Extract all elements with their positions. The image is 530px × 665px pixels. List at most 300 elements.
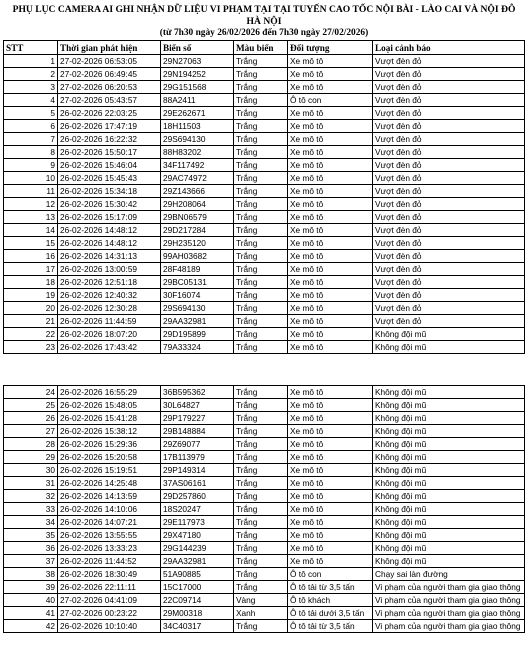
- cell-plate-color: Trắng: [234, 425, 288, 438]
- cell-stt: 39: [4, 581, 58, 594]
- cell-warning-type: Không đội mũ: [373, 542, 525, 555]
- table-row: [4, 250, 525, 263]
- cell-vehicle-type: Xe mô tô: [288, 185, 373, 198]
- cell-warning-type: Không đội mũ: [373, 503, 525, 516]
- cell-plate: 30L64827: [161, 399, 234, 412]
- cell-plate: 29X47180: [161, 529, 234, 542]
- cell-time: 26-02-2026 11:44:59: [58, 315, 161, 328]
- cell-warning-type: Không đội mũ: [373, 529, 525, 542]
- cell-plate-color: Trắng: [234, 542, 288, 555]
- cell-stt: 29: [4, 451, 58, 464]
- table-row: [4, 386, 525, 399]
- cell-time: 26-02-2026 15:29:36: [58, 438, 161, 451]
- cell-warning-type: Không đội mũ: [373, 477, 525, 490]
- table-row: [4, 341, 525, 354]
- cell-stt: 41: [4, 607, 58, 620]
- cell-vehicle-type: Xe mô tô: [288, 490, 373, 503]
- cell-stt: 34: [4, 516, 58, 529]
- table-row: [4, 185, 525, 198]
- cell-plate-color: Trắng: [234, 302, 288, 315]
- cell-plate: 30F16074: [161, 289, 234, 302]
- cell-stt: 23: [4, 341, 58, 354]
- cell-plate-color: Trắng: [234, 503, 288, 516]
- table-row: [4, 594, 525, 607]
- cell-warning-type: Vượt đèn đỏ: [373, 146, 525, 159]
- cell-plate: 79A33324: [161, 341, 234, 354]
- cell-time: 26-02-2026 16:22:32: [58, 133, 161, 146]
- document: [3, 4, 525, 633]
- cell-warning-type: Vượt đèn đỏ: [373, 94, 525, 107]
- cell-stt: 33: [4, 503, 58, 516]
- document-title-line2: HÀ NỘI: [246, 16, 282, 27]
- cell-vehicle-type: Xe mô tô: [288, 276, 373, 289]
- cell-vehicle-type: Ô tô khách: [288, 594, 373, 607]
- cell-stt: 38: [4, 568, 58, 581]
- table-row: [4, 328, 525, 341]
- cell-time: 26-02-2026 15:30:42: [58, 198, 161, 211]
- cell-vehicle-type: Xe mô tô: [288, 438, 373, 451]
- cell-plate-color: Trắng: [234, 224, 288, 237]
- cell-warning-type: Không đội mũ: [373, 386, 525, 399]
- header-plate: Biển số: [161, 41, 234, 55]
- table-header-row: [4, 41, 525, 55]
- violations-table-part1: [3, 40, 525, 354]
- cell-plate-color: Trắng: [234, 172, 288, 185]
- cell-warning-type: Vi phạm của người tham gia giao thông: [373, 607, 525, 620]
- cell-plate-color: Trắng: [234, 568, 288, 581]
- cell-plate: 88H83202: [161, 146, 234, 159]
- cell-vehicle-type: Xe mô tô: [288, 529, 373, 542]
- cell-plate-color: Trắng: [234, 490, 288, 503]
- cell-warning-type: Vượt đèn đỏ: [373, 276, 525, 289]
- cell-plate-color: Trắng: [234, 341, 288, 354]
- cell-time: 26-02-2026 14:48:12: [58, 237, 161, 250]
- cell-vehicle-type: Xe mô tô: [288, 341, 373, 354]
- table-row: [4, 490, 525, 503]
- cell-time: 26-02-2026 15:34:18: [58, 185, 161, 198]
- cell-plate: 29D195899: [161, 328, 234, 341]
- cell-time: 26-02-2026 13:55:55: [58, 529, 161, 542]
- cell-plate-color: Vàng: [234, 594, 288, 607]
- cell-plate-color: Trắng: [234, 581, 288, 594]
- cell-warning-type: Vượt đèn đỏ: [373, 237, 525, 250]
- cell-stt: 14: [4, 224, 58, 237]
- cell-warning-type: Vượt đèn đỏ: [373, 172, 525, 185]
- cell-vehicle-type: Xe mô tô: [288, 250, 373, 263]
- cell-plate: 29D257860: [161, 490, 234, 503]
- cell-warning-type: Không đội mũ: [373, 555, 525, 568]
- cell-time: 26-02-2026 22:11:11: [58, 581, 161, 594]
- cell-plate: 29N27063: [161, 55, 234, 68]
- table-row: [4, 516, 525, 529]
- cell-plate: 29AC74972: [161, 172, 234, 185]
- cell-plate: 99AH03682: [161, 250, 234, 263]
- cell-plate: 22C09714: [161, 594, 234, 607]
- cell-warning-type: Không đội mũ: [373, 438, 525, 451]
- cell-plate-color: Trắng: [234, 620, 288, 633]
- cell-plate-color: Trắng: [234, 133, 288, 146]
- table-row: [4, 276, 525, 289]
- cell-warning-type: Vượt đèn đỏ: [373, 250, 525, 263]
- cell-vehicle-type: Xe mô tô: [288, 412, 373, 425]
- table-row: [4, 172, 525, 185]
- cell-vehicle-type: Xe mô tô: [288, 68, 373, 81]
- table-row: [4, 211, 525, 224]
- cell-warning-type: Không đội mũ: [373, 328, 525, 341]
- cell-vehicle-type: Xe mô tô: [288, 399, 373, 412]
- cell-warning-type: Vượt đèn đỏ: [373, 302, 525, 315]
- cell-vehicle-type: Xe mô tô: [288, 146, 373, 159]
- cell-plate: 18H11503: [161, 120, 234, 133]
- cell-plate-color: Trắng: [234, 412, 288, 425]
- cell-warning-type: Vượt đèn đỏ: [373, 315, 525, 328]
- cell-plate: 15C17000: [161, 581, 234, 594]
- cell-vehicle-type: Ô tô con: [288, 94, 373, 107]
- cell-time: 26-02-2026 14:07:21: [58, 516, 161, 529]
- cell-warning-type: Chạy sai làn đường: [373, 568, 525, 581]
- cell-plate-color: Trắng: [234, 55, 288, 68]
- document-title-line1: PHỤ LỤC CAMERA AI GHI NHẬN DỮ LIỆU VI PHẠM TẠI TẠI TUYẾN CAO TỐC NỘI BÀI - LÀO CAI VÀ NỘI ĐÔ: [12, 4, 516, 15]
- cell-stt: 42: [4, 620, 58, 633]
- header-warning-type: Loại cảnh báo: [373, 41, 525, 55]
- cell-warning-type: Vượt đèn đỏ: [373, 224, 525, 237]
- cell-stt: 28: [4, 438, 58, 451]
- cell-time: 26-02-2026 17:47:19: [58, 120, 161, 133]
- cell-stt: 30: [4, 464, 58, 477]
- violations-table-part2: [3, 385, 525, 633]
- cell-time: 26-02-2026 15:48:05: [58, 399, 161, 412]
- cell-vehicle-type: Xe mô tô: [288, 133, 373, 146]
- cell-time: 26-02-2026 16:55:29: [58, 386, 161, 399]
- cell-plate-color: Trắng: [234, 211, 288, 224]
- cell-time: 26-02-2026 10:10:40: [58, 620, 161, 633]
- cell-plate: 29B148884: [161, 425, 234, 438]
- cell-warning-type: Vượt đèn đỏ: [373, 133, 525, 146]
- cell-vehicle-type: Xe mô tô: [288, 120, 373, 133]
- cell-stt: 11: [4, 185, 58, 198]
- cell-plate: 29G144239: [161, 542, 234, 555]
- cell-stt: 2: [4, 68, 58, 81]
- cell-plate: 17B113979: [161, 451, 234, 464]
- table-row: [4, 568, 525, 581]
- cell-time: 26-02-2026 14:10:06: [58, 503, 161, 516]
- cell-plate-color: Trắng: [234, 81, 288, 94]
- cell-vehicle-type: Xe mô tô: [288, 55, 373, 68]
- cell-time: 26-02-2026 14:48:12: [58, 224, 161, 237]
- cell-time: 26-02-2026 15:46:04: [58, 159, 161, 172]
- cell-plate-color: Trắng: [234, 159, 288, 172]
- cell-vehicle-type: Xe mô tô: [288, 451, 373, 464]
- cell-stt: 35: [4, 529, 58, 542]
- cell-time: 26-02-2026 14:25:48: [58, 477, 161, 490]
- cell-plate-color: Trắng: [234, 399, 288, 412]
- table-row: [4, 120, 525, 133]
- cell-time: 26-02-2026 13:33:23: [58, 542, 161, 555]
- table-row: [4, 425, 525, 438]
- cell-stt: 37: [4, 555, 58, 568]
- cell-time: 26-02-2026 15:38:12: [58, 425, 161, 438]
- cell-vehicle-type: Ô tô tải từ 3,5 tấn: [288, 620, 373, 633]
- table-row: [4, 55, 525, 68]
- table-row: [4, 237, 525, 250]
- cell-warning-type: Vượt đèn đỏ: [373, 289, 525, 302]
- cell-plate: 29N194252: [161, 68, 234, 81]
- cell-plate-color: Trắng: [234, 198, 288, 211]
- cell-warning-type: Không đội mũ: [373, 399, 525, 412]
- cell-vehicle-type: Xe mô tô: [288, 81, 373, 94]
- header-vehicle-type: Đối tượng: [288, 41, 373, 55]
- table-row: [4, 438, 525, 451]
- table-row: [4, 263, 525, 276]
- cell-plate-color: Trắng: [234, 263, 288, 276]
- table-row: [4, 107, 525, 120]
- cell-warning-type: Vượt đèn đỏ: [373, 68, 525, 81]
- cell-stt: 40: [4, 594, 58, 607]
- cell-vehicle-type: Xe mô tô: [288, 211, 373, 224]
- cell-time: 27-02-2026 05:43:57: [58, 94, 161, 107]
- table-row: [4, 159, 525, 172]
- cell-warning-type: Không đội mũ: [373, 451, 525, 464]
- cell-stt: 17: [4, 263, 58, 276]
- cell-time: 26-02-2026 13:00:59: [58, 263, 161, 276]
- cell-plate: 29BN06579: [161, 211, 234, 224]
- cell-plate-color: Trắng: [234, 185, 288, 198]
- cell-warning-type: Không đội mũ: [373, 464, 525, 477]
- cell-plate-color: Trắng: [234, 250, 288, 263]
- cell-vehicle-type: Xe mô tô: [288, 159, 373, 172]
- cell-plate-color: Trắng: [234, 94, 288, 107]
- cell-plate: 28F48189: [161, 263, 234, 276]
- cell-plate: 29G151568: [161, 81, 234, 94]
- cell-stt: 15: [4, 237, 58, 250]
- table-row: [4, 133, 525, 146]
- cell-stt: 31: [4, 477, 58, 490]
- document-subtitle: (từ 7h30 ngày 26/02/2026 đến 7h30 ngày 27/02/2026): [159, 28, 369, 38]
- cell-plate-color: Trắng: [234, 477, 288, 490]
- cell-stt: 21: [4, 315, 58, 328]
- table-row: [4, 302, 525, 315]
- cell-vehicle-type: Xe mô tô: [288, 555, 373, 568]
- cell-stt: 13: [4, 211, 58, 224]
- cell-plate-color: Trắng: [234, 107, 288, 120]
- table-row: [4, 412, 525, 425]
- cell-stt: 5: [4, 107, 58, 120]
- table-row: [4, 555, 525, 568]
- table-row: [4, 289, 525, 302]
- cell-plate: 29Z143666: [161, 185, 234, 198]
- cell-vehicle-type: Xe mô tô: [288, 477, 373, 490]
- cell-plate-color: Trắng: [234, 146, 288, 159]
- cell-stt: 16: [4, 250, 58, 263]
- cell-plate: 88A2411: [161, 94, 234, 107]
- table-row: [4, 607, 525, 620]
- cell-stt: 26: [4, 412, 58, 425]
- cell-plate-color: Trắng: [234, 276, 288, 289]
- cell-stt: 22: [4, 328, 58, 341]
- table-row: [4, 503, 525, 516]
- table-row: [4, 315, 525, 328]
- table-row: [4, 94, 525, 107]
- cell-plate: 29S694130: [161, 133, 234, 146]
- cell-plate-color: Trắng: [234, 289, 288, 302]
- cell-stt: 7: [4, 133, 58, 146]
- cell-plate: 29H208064: [161, 198, 234, 211]
- cell-plate-color: Trắng: [234, 516, 288, 529]
- table-row: [4, 81, 525, 94]
- cell-warning-type: Không đội mũ: [373, 341, 525, 354]
- cell-time: 26-02-2026 12:30:28: [58, 302, 161, 315]
- cell-time: 27-02-2026 06:53:05: [58, 55, 161, 68]
- cell-vehicle-type: Xe mô tô: [288, 198, 373, 211]
- cell-time: 26-02-2026 15:41:28: [58, 412, 161, 425]
- cell-time: 27-02-2026 06:20:53: [58, 81, 161, 94]
- table-row: [4, 477, 525, 490]
- cell-plate-color: Trắng: [234, 464, 288, 477]
- page-break: [3, 354, 525, 385]
- header-time: Thời gian phát hiện: [58, 41, 161, 55]
- cell-time: 26-02-2026 15:17:09: [58, 211, 161, 224]
- table-row: [4, 146, 525, 159]
- cell-vehicle-type: Xe mô tô: [288, 464, 373, 477]
- table-row: [4, 198, 525, 211]
- cell-warning-type: Không đội mũ: [373, 412, 525, 425]
- cell-time: 26-02-2026 17:43:42: [58, 341, 161, 354]
- cell-vehicle-type: Xe mô tô: [288, 503, 373, 516]
- cell-warning-type: Vi phạm của người tham gia giao thông: [373, 581, 525, 594]
- cell-stt: 6: [4, 120, 58, 133]
- cell-vehicle-type: Ô tô tải từ 3,5 tấn: [288, 581, 373, 594]
- cell-stt: 12: [4, 198, 58, 211]
- cell-vehicle-type: Xe mô tô: [288, 172, 373, 185]
- cell-plate-color: Trắng: [234, 237, 288, 250]
- table-row: [4, 542, 525, 555]
- cell-time: 26-02-2026 14:13:59: [58, 490, 161, 503]
- cell-warning-type: Vượt đèn đỏ: [373, 107, 525, 120]
- cell-vehicle-type: Xe mô tô: [288, 224, 373, 237]
- cell-plate: 34C40317: [161, 620, 234, 633]
- cell-time: 26-02-2026 15:20:58: [58, 451, 161, 464]
- cell-stt: 24: [4, 386, 58, 399]
- cell-plate-color: Trắng: [234, 328, 288, 341]
- cell-time: 26-02-2026 15:45:43: [58, 172, 161, 185]
- cell-time: 27-02-2026 00:23:22: [58, 607, 161, 620]
- cell-plate: 29E117973: [161, 516, 234, 529]
- cell-time: 26-02-2026 22:03:25: [58, 107, 161, 120]
- cell-time: 27-02-2026 06:49:45: [58, 68, 161, 81]
- cell-plate: 29Z69077: [161, 438, 234, 451]
- cell-stt: 8: [4, 146, 58, 159]
- cell-stt: 10: [4, 172, 58, 185]
- cell-stt: 18: [4, 276, 58, 289]
- cell-stt: 19: [4, 289, 58, 302]
- cell-vehicle-type: Xe mô tô: [288, 315, 373, 328]
- cell-warning-type: Vượt đèn đỏ: [373, 159, 525, 172]
- cell-plate: 29AA32981: [161, 315, 234, 328]
- cell-stt: 25: [4, 399, 58, 412]
- cell-plate-color: Trắng: [234, 438, 288, 451]
- table-row: [4, 464, 525, 477]
- cell-vehicle-type: Xe mô tô: [288, 237, 373, 250]
- cell-vehicle-type: Xe mô tô: [288, 328, 373, 341]
- cell-time: 26-02-2026 15:50:17: [58, 146, 161, 159]
- cell-warning-type: Vượt đèn đỏ: [373, 198, 525, 211]
- cell-vehicle-type: Xe mô tô: [288, 386, 373, 399]
- cell-time: 26-02-2026 12:51:18: [58, 276, 161, 289]
- cell-warning-type: Vượt đèn đỏ: [373, 211, 525, 224]
- cell-stt: 4: [4, 94, 58, 107]
- cell-plate: 51A90885: [161, 568, 234, 581]
- cell-plate-color: Trắng: [234, 315, 288, 328]
- cell-time: 26-02-2026 14:31:13: [58, 250, 161, 263]
- cell-plate-color: Trắng: [234, 120, 288, 133]
- cell-warning-type: Vượt đèn đỏ: [373, 120, 525, 133]
- cell-warning-type: Vi phạm của người tham gia giao thông: [373, 594, 525, 607]
- cell-plate: 34F117492: [161, 159, 234, 172]
- header-stt: STT: [4, 41, 58, 55]
- cell-stt: 27: [4, 425, 58, 438]
- cell-warning-type: Không đội mũ: [373, 516, 525, 529]
- cell-plate: 29M00318: [161, 607, 234, 620]
- cell-time: 27-02-2026 04:41:09: [58, 594, 161, 607]
- document-title: [3, 4, 525, 28]
- cell-plate: 29P179227: [161, 412, 234, 425]
- table-row: [4, 451, 525, 464]
- cell-time: 26-02-2026 11:44:52: [58, 555, 161, 568]
- cell-stt: 9: [4, 159, 58, 172]
- cell-plate: 29E262671: [161, 107, 234, 120]
- cell-plate: 36B595362: [161, 386, 234, 399]
- cell-plate: 29D217284: [161, 224, 234, 237]
- cell-vehicle-type: Ô tô tải dưới 3,5 tấn: [288, 607, 373, 620]
- cell-plate-color: Trắng: [234, 555, 288, 568]
- cell-vehicle-type: Xe mô tô: [288, 263, 373, 276]
- cell-stt: 32: [4, 490, 58, 503]
- cell-stt: 1: [4, 55, 58, 68]
- cell-vehicle-type: Xe mô tô: [288, 516, 373, 529]
- table-row: [4, 68, 525, 81]
- cell-warning-type: Không đội mũ: [373, 490, 525, 503]
- cell-stt: 36: [4, 542, 58, 555]
- cell-plate-color: Trắng: [234, 68, 288, 81]
- cell-warning-type: Vi phạm của người tham gia giao thông: [373, 620, 525, 633]
- cell-plate: 29P149314: [161, 464, 234, 477]
- cell-plate: 37AS06161: [161, 477, 234, 490]
- cell-vehicle-type: Xe mô tô: [288, 542, 373, 555]
- cell-vehicle-type: Ô tô con: [288, 568, 373, 581]
- cell-vehicle-type: Xe mô tô: [288, 425, 373, 438]
- table-row: [4, 399, 525, 412]
- cell-warning-type: Không đội mũ: [373, 425, 525, 438]
- cell-plate: 29S694130: [161, 302, 234, 315]
- cell-time: 26-02-2026 15:19:51: [58, 464, 161, 477]
- cell-vehicle-type: Xe mô tô: [288, 289, 373, 302]
- table-row: [4, 581, 525, 594]
- cell-time: 26-02-2026 18:30:49: [58, 568, 161, 581]
- cell-warning-type: Vượt đèn đỏ: [373, 81, 525, 94]
- cell-plate: 18S20247: [161, 503, 234, 516]
- cell-warning-type: Vượt đèn đỏ: [373, 263, 525, 276]
- cell-plate: 29BC05131: [161, 276, 234, 289]
- cell-plate: 29AA32981: [161, 555, 234, 568]
- cell-vehicle-type: Xe mô tô: [288, 107, 373, 120]
- cell-time: 26-02-2026 12:40:32: [58, 289, 161, 302]
- cell-plate-color: Xanh: [234, 607, 288, 620]
- table-row: [4, 529, 525, 542]
- header-plate-color: Màu biển: [234, 41, 288, 55]
- cell-plate-color: Trắng: [234, 529, 288, 542]
- cell-warning-type: Vượt đèn đỏ: [373, 185, 525, 198]
- cell-vehicle-type: Xe mô tô: [288, 302, 373, 315]
